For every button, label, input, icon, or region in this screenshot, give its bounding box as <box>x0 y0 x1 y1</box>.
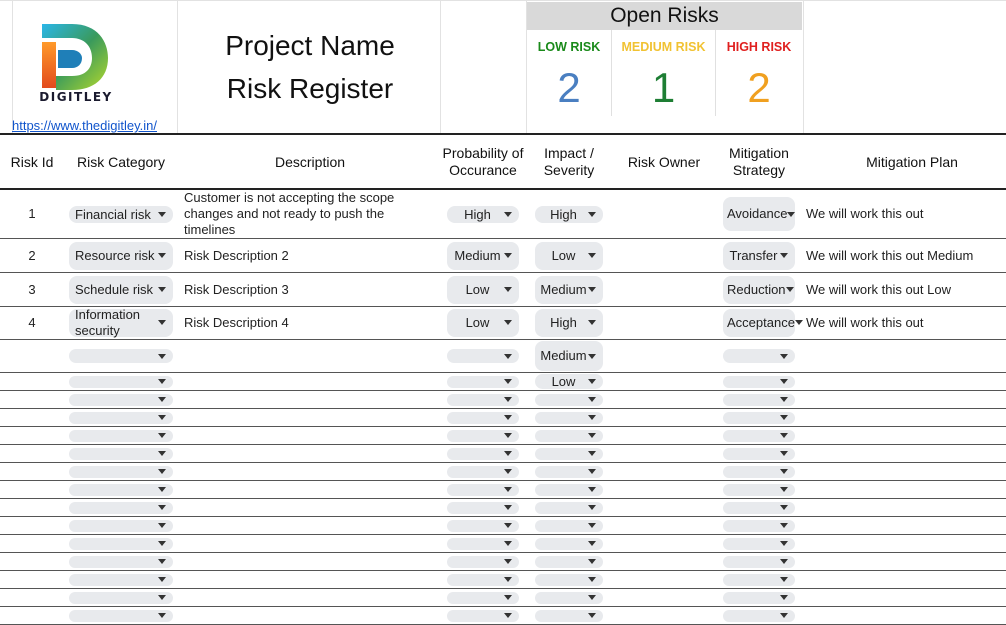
row-divider <box>0 498 1006 499</box>
dropdown-arrow-icon[interactable] <box>504 523 512 528</box>
dropdown-value: Transfer <box>729 247 778 263</box>
impact-dropdown[interactable] <box>535 430 603 442</box>
dropdown-arrow-icon[interactable] <box>504 287 512 292</box>
dropdown-arrow-icon[interactable] <box>504 559 512 564</box>
probability-dropdown[interactable] <box>447 538 519 550</box>
row-divider <box>0 408 1006 409</box>
row-divider <box>0 552 1006 553</box>
probability-dropdown[interactable] <box>447 574 519 586</box>
dropdown-arrow-icon[interactable] <box>504 505 512 510</box>
mitigation-strategy-dropdown[interactable] <box>723 349 795 363</box>
dropdown-arrow-icon[interactable] <box>158 253 166 258</box>
dropdown-arrow-icon[interactable] <box>780 577 788 582</box>
dropdown-arrow-icon[interactable] <box>588 469 596 474</box>
dropdown-arrow-icon[interactable] <box>504 613 512 618</box>
header-risk-owner: Risk Owner <box>627 153 701 170</box>
dropdown-arrow-icon[interactable] <box>504 415 512 420</box>
mitigation-strategy-dropdown[interactable] <box>723 610 795 622</box>
risk-category-dropdown[interactable] <box>69 556 173 568</box>
risk-owner-cell <box>616 190 712 238</box>
probability-dropdown[interactable] <box>447 349 519 363</box>
dropdown-arrow-icon[interactable] <box>158 505 166 510</box>
mitigation-strategy-dropdown[interactable] <box>723 309 795 337</box>
impact-dropdown[interactable] <box>535 206 603 223</box>
impact-dropdown[interactable] <box>535 520 603 532</box>
dropdown-arrow-icon[interactable] <box>504 595 512 600</box>
probability-dropdown[interactable] <box>447 394 519 406</box>
risk-category-dropdown[interactable] <box>69 349 173 363</box>
dropdown-arrow-icon[interactable] <box>780 415 788 420</box>
impact-dropdown[interactable] <box>535 502 603 514</box>
risk-register-title: Risk Register <box>226 73 394 104</box>
probability-dropdown[interactable] <box>447 309 519 337</box>
dropdown-arrow-icon[interactable] <box>588 523 596 528</box>
sheet-gridline <box>803 0 804 133</box>
medium-risk-summary <box>612 30 715 116</box>
mitigation-strategy-dropdown[interactable] <box>723 574 795 586</box>
risk-owner-cell <box>616 239 712 272</box>
mitigation-plan-cell: We will work this out <box>806 206 924 221</box>
risk-category-dropdown[interactable] <box>69 520 173 532</box>
probability-dropdown[interactable] <box>447 592 519 604</box>
dropdown-arrow-icon[interactable] <box>588 433 596 438</box>
probability-dropdown[interactable] <box>447 242 519 270</box>
row-divider <box>0 516 1006 517</box>
risk-category-dropdown[interactable] <box>69 394 173 406</box>
header-risk-category: Risk Category <box>77 153 165 170</box>
row-divider <box>0 462 1006 463</box>
sheet-gridline <box>12 0 13 133</box>
header-risk-id: Risk Id <box>10 153 54 170</box>
dropdown-arrow-icon[interactable] <box>780 559 788 564</box>
probability-dropdown[interactable] <box>447 206 519 223</box>
dropdown-arrow-icon[interactable] <box>158 613 166 618</box>
description-cell: Risk Description 3 <box>184 281 289 297</box>
mitigation-plan-cell: We will work this out Low <box>806 281 951 297</box>
risk-category-dropdown[interactable] <box>69 430 173 442</box>
dropdown-arrow-icon[interactable] <box>787 212 795 217</box>
header-probability: Probability of Occurance <box>442 145 524 178</box>
high-risk-count: 2 <box>747 64 771 111</box>
risk-id-cell: 3 <box>28 281 36 297</box>
impact-dropdown[interactable] <box>535 538 603 550</box>
impact-dropdown[interactable] <box>535 341 603 371</box>
dropdown-arrow-icon[interactable] <box>158 595 166 600</box>
dropdown-value: Information security <box>75 306 141 338</box>
dropdown-value: Medium <box>454 247 501 263</box>
impact-dropdown[interactable] <box>535 394 603 406</box>
dropdown-arrow-icon[interactable] <box>780 253 788 258</box>
dropdown-arrow-icon[interactable] <box>780 397 788 402</box>
dropdown-arrow-icon[interactable] <box>588 397 596 402</box>
dropdown-arrow-icon[interactable] <box>158 469 166 474</box>
sheet-gridline <box>0 0 1006 1</box>
header-mitigation-plan: Mitigation Plan <box>866 153 958 170</box>
dropdown-arrow-icon[interactable] <box>588 451 596 456</box>
risk-category-dropdown[interactable] <box>69 502 173 514</box>
dropdown-arrow-icon[interactable] <box>504 541 512 546</box>
dropdown-arrow-icon[interactable] <box>158 451 166 456</box>
dropdown-value: Acceptance <box>727 314 795 330</box>
dropdown-arrow-icon[interactable] <box>588 595 596 600</box>
dropdown-arrow-icon[interactable] <box>780 451 788 456</box>
impact-dropdown[interactable] <box>535 448 603 460</box>
dropdown-arrow-icon[interactable] <box>504 212 512 217</box>
risk-category-dropdown[interactable] <box>69 610 173 622</box>
dropdown-arrow-icon[interactable] <box>504 577 512 582</box>
dropdown-arrow-icon[interactable] <box>780 469 788 474</box>
dropdown-arrow-icon[interactable] <box>588 212 596 217</box>
dropdown-arrow-icon[interactable] <box>158 559 166 564</box>
impact-dropdown[interactable] <box>535 374 603 389</box>
low-risk-count: 2 <box>557 64 581 111</box>
dropdown-value: Reduction <box>727 281 786 297</box>
risk-owner-cell <box>616 273 712 306</box>
probability-dropdown[interactable] <box>447 276 519 304</box>
risk-category-dropdown[interactable] <box>69 466 173 478</box>
risk-category-dropdown[interactable] <box>69 276 173 304</box>
impact-dropdown[interactable] <box>535 242 603 270</box>
mitigation-strategy-dropdown[interactable] <box>723 502 795 514</box>
dropdown-value: High <box>550 206 577 222</box>
probability-dropdown[interactable] <box>447 556 519 568</box>
header-description: Description <box>274 153 346 170</box>
dropdown-value: Medium <box>540 281 587 297</box>
header-mitigation-strategy: Mitigation Strategy <box>729 145 789 178</box>
probability-dropdown[interactable] <box>447 466 519 478</box>
probability-dropdown[interactable] <box>447 376 519 388</box>
dropdown-arrow-icon[interactable] <box>588 577 596 582</box>
table-top-border <box>0 133 1006 135</box>
header-impact: Impact / Severity <box>543 145 595 178</box>
risk-category-dropdown[interactable] <box>69 448 173 460</box>
row-divider <box>0 426 1006 427</box>
probability-dropdown[interactable] <box>447 412 519 424</box>
dropdown-arrow-icon[interactable] <box>588 354 596 359</box>
dropdown-arrow-icon[interactable] <box>158 487 166 492</box>
mitigation-strategy-dropdown[interactable] <box>723 412 795 424</box>
low-risk-label: LOW RISK <box>537 40 601 54</box>
risk-category-dropdown[interactable] <box>69 376 173 388</box>
dropdown-arrow-icon[interactable] <box>504 320 512 325</box>
dropdown-value: High <box>464 206 491 222</box>
dropdown-arrow-icon[interactable] <box>504 487 512 492</box>
row-divider <box>0 339 1006 340</box>
impact-dropdown[interactable] <box>535 276 603 304</box>
dropdown-value: Avoidance <box>727 206 788 221</box>
dropdown-value: Low <box>465 314 490 330</box>
dropdown-arrow-icon[interactable] <box>504 253 512 258</box>
dropdown-arrow-icon[interactable] <box>588 253 596 258</box>
dropdown-arrow-icon[interactable] <box>780 433 788 438</box>
row-divider <box>0 606 1006 607</box>
mitigation-strategy-dropdown[interactable] <box>723 242 795 270</box>
risk-category-dropdown[interactable] <box>69 592 173 604</box>
dropdown-arrow-icon[interactable] <box>780 505 788 510</box>
dropdown-arrow-icon[interactable] <box>588 487 596 492</box>
high-risk-summary <box>716 30 802 116</box>
description-cell: Risk Description 2 <box>184 247 289 263</box>
row-divider <box>0 534 1006 535</box>
dropdown-arrow-icon[interactable] <box>780 541 788 546</box>
dropdown-arrow-icon[interactable] <box>780 523 788 528</box>
website-link[interactable]: https://www.thedigitley.in/ <box>12 118 157 133</box>
mitigation-strategy-dropdown[interactable] <box>723 592 795 604</box>
dropdown-arrow-icon[interactable] <box>158 577 166 582</box>
medium-risk-label: MEDIUM RISK <box>621 40 706 54</box>
dropdown-arrow-icon[interactable] <box>158 415 166 420</box>
row-divider <box>0 588 1006 589</box>
mitigation-strategy-dropdown[interactable] <box>723 538 795 550</box>
mitigation-strategy-dropdown[interactable] <box>723 448 795 460</box>
impact-dropdown[interactable] <box>535 574 603 586</box>
risk-category-dropdown[interactable] <box>69 574 173 586</box>
impact-dropdown[interactable] <box>535 592 603 604</box>
dropdown-arrow-icon[interactable] <box>504 379 512 384</box>
dropdown-arrow-icon[interactable] <box>588 287 596 292</box>
dropdown-arrow-icon[interactable] <box>504 433 512 438</box>
dropdown-arrow-icon[interactable] <box>504 451 512 456</box>
dropdown-arrow-icon[interactable] <box>588 379 596 384</box>
dropdown-arrow-icon[interactable] <box>504 354 512 359</box>
dropdown-arrow-icon[interactable] <box>795 320 803 325</box>
dropdown-arrow-icon[interactable] <box>588 320 596 325</box>
risk-id-cell: 4 <box>28 314 36 330</box>
dropdown-arrow-icon[interactable] <box>588 415 596 420</box>
dropdown-arrow-icon[interactable] <box>158 541 166 546</box>
mitigation-strategy-dropdown[interactable] <box>723 394 795 406</box>
risk-id-cell: 2 <box>28 247 36 263</box>
impact-dropdown[interactable] <box>535 556 603 568</box>
open-risks-header: Open Risks <box>527 2 802 30</box>
row-divider <box>0 570 1006 571</box>
probability-dropdown[interactable] <box>447 610 519 622</box>
dropdown-arrow-icon[interactable] <box>158 212 166 217</box>
probability-dropdown[interactable] <box>447 520 519 532</box>
dropdown-arrow-icon[interactable] <box>158 287 166 292</box>
sheet-gridline <box>440 0 441 133</box>
dropdown-arrow-icon[interactable] <box>158 523 166 528</box>
mitigation-strategy-dropdown[interactable] <box>723 520 795 532</box>
dropdown-value: Schedule risk <box>75 281 154 297</box>
dropdown-arrow-icon[interactable] <box>158 320 166 325</box>
impact-dropdown[interactable] <box>535 610 603 622</box>
dropdown-arrow-icon[interactable] <box>588 505 596 510</box>
risk-category-dropdown[interactable] <box>69 242 173 270</box>
dropdown-arrow-icon[interactable] <box>504 397 512 402</box>
impact-dropdown[interactable] <box>535 309 603 337</box>
medium-risk-count: 1 <box>651 64 676 111</box>
dropdown-arrow-icon[interactable] <box>780 379 788 384</box>
row-divider <box>0 372 1006 373</box>
risk-category-dropdown[interactable] <box>69 412 173 424</box>
mitigation-strategy-dropdown[interactable] <box>723 276 795 304</box>
row-divider <box>0 480 1006 481</box>
dropdown-arrow-icon[interactable] <box>588 613 596 618</box>
mitigation-strategy-dropdown[interactable] <box>723 556 795 568</box>
mitigation-strategy-dropdown[interactable] <box>723 376 795 388</box>
dropdown-value: Financial risk <box>75 206 151 222</box>
dropdown-value: Low <box>465 281 490 297</box>
risk-owner-cell <box>616 306 712 339</box>
project-name-title: Project Name <box>225 30 395 61</box>
dropdown-value: Low <box>551 247 576 263</box>
mitigation-strategy-dropdown[interactable] <box>723 430 795 442</box>
probability-dropdown[interactable] <box>447 448 519 460</box>
mitigation-strategy-dropdown[interactable] <box>723 197 795 231</box>
low-risk-summary <box>527 30 611 116</box>
impact-dropdown[interactable] <box>535 466 603 478</box>
mitigation-strategy-dropdown[interactable] <box>723 466 795 478</box>
dropdown-value: Low <box>551 373 576 389</box>
mitigation-strategy-dropdown[interactable] <box>723 484 795 496</box>
high-risk-label: HIGH RISK <box>726 40 792 54</box>
description-cell: Customer is not accepting the scope changes and not ready to push the timelines <box>184 190 395 237</box>
mitigation-plan-cell: We will work this out Medium <box>806 247 974 263</box>
impact-dropdown[interactable] <box>535 412 603 424</box>
dropdown-arrow-icon[interactable] <box>780 487 788 492</box>
row-divider <box>0 444 1006 445</box>
dropdown-value: Resource risk <box>75 247 155 263</box>
probability-dropdown[interactable] <box>447 430 519 442</box>
risk-id-cell: 1 <box>28 206 36 221</box>
probability-dropdown[interactable] <box>447 502 519 514</box>
dropdown-value: Medium <box>540 348 587 363</box>
impact-dropdown[interactable] <box>535 484 603 496</box>
dropdown-arrow-icon[interactable] <box>504 469 512 474</box>
dropdown-arrow-icon[interactable] <box>158 379 166 384</box>
dropdown-arrow-icon[interactable] <box>780 595 788 600</box>
row-divider <box>0 390 1006 391</box>
dropdown-arrow-icon[interactable] <box>158 433 166 438</box>
probability-dropdown[interactable] <box>447 484 519 496</box>
dropdown-arrow-icon[interactable] <box>780 613 788 618</box>
dropdown-arrow-icon[interactable] <box>780 354 788 359</box>
dropdown-arrow-icon[interactable] <box>158 397 166 402</box>
dropdown-value: High <box>550 314 577 330</box>
risk-category-dropdown[interactable] <box>69 538 173 550</box>
dropdown-arrow-icon[interactable] <box>588 559 596 564</box>
dropdown-arrow-icon[interactable] <box>158 354 166 359</box>
risk-category-dropdown[interactable] <box>69 484 173 496</box>
risk-category-dropdown[interactable] <box>69 306 173 338</box>
dropdown-arrow-icon[interactable] <box>588 541 596 546</box>
logo-wordmark: DIGITLEY <box>39 90 113 104</box>
dropdown-arrow-icon[interactable] <box>786 287 794 292</box>
sheet-gridline <box>177 0 178 133</box>
risk-category-dropdown[interactable] <box>69 206 173 223</box>
mitigation-plan-cell: We will work this out <box>806 314 924 330</box>
description-cell: Risk Description 4 <box>184 314 289 330</box>
